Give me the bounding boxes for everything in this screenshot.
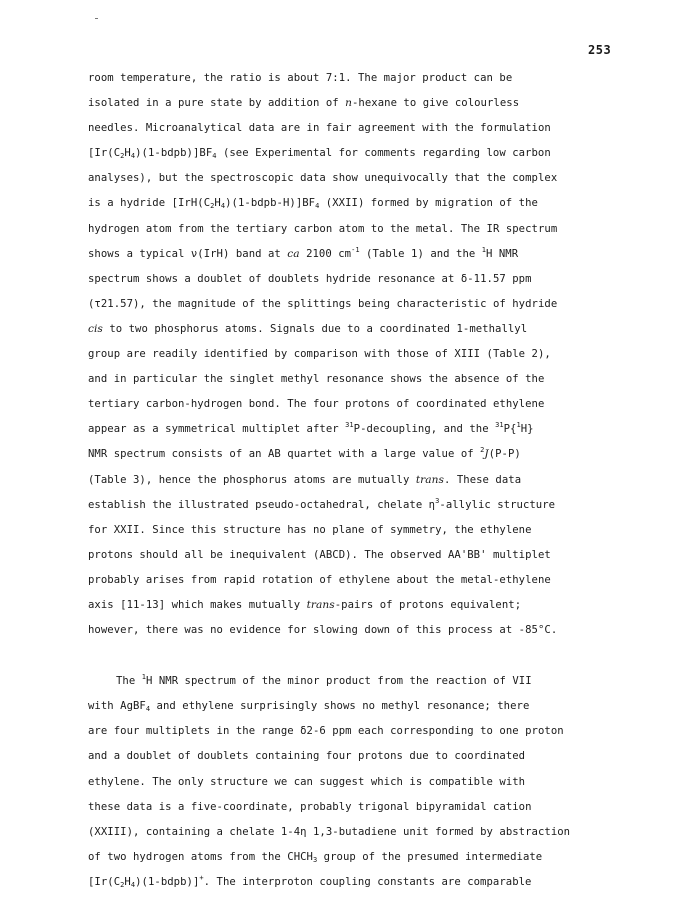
superscript: 31 <box>345 421 354 430</box>
text-run: (τ21.57), the magnitude of the splittings being characteristic of hydride <box>88 297 558 310</box>
text-run: NMR spectrum consists of an AB quartet with a large value of <box>88 448 481 461</box>
text-line <box>88 217 588 242</box>
text-line <box>88 317 588 342</box>
text-line <box>88 719 588 744</box>
text-run: for XXII. Since this structure has no plane of symmetry, the ethylene <box>88 523 532 536</box>
body-text <box>88 66 588 895</box>
text-line <box>88 392 588 417</box>
text-line <box>88 442 588 467</box>
text-line <box>88 694 588 719</box>
text-run: . These data <box>443 473 522 486</box>
superscript: -1 <box>351 245 360 254</box>
text-line <box>88 493 588 518</box>
text-line <box>88 870 588 895</box>
text-run: and in particular the singlet methyl resonance shows the absence of the <box>88 373 545 386</box>
superscript: 1 <box>481 245 487 254</box>
text-run: -hexane to give colourless <box>352 97 520 110</box>
page-number: 253 <box>588 43 612 57</box>
text-line <box>88 744 588 769</box>
subscript: 4 <box>212 152 217 161</box>
text-run: )(1-bdpb-H)]BF <box>225 197 316 210</box>
subscript: 2 <box>120 880 125 889</box>
text-run: The <box>116 675 142 688</box>
superscript: 31 <box>495 421 504 430</box>
text-run: these data is a five-coordinate, probably trigonal bipyramidal cation <box>88 800 532 813</box>
text-line <box>88 342 588 367</box>
text-run: to two phosphorus atoms. Signals due to a coordinated 1-methallyl <box>102 322 528 335</box>
text-line <box>88 568 588 593</box>
text-run: -pairs of protons equivalent; <box>334 598 522 611</box>
text-run: and ethylene surprisingly shows no methyl resonance; there <box>150 700 530 713</box>
text-run: hydrogen atom from the tertiary carbon atom to the metal. The IR spectrum <box>88 222 558 235</box>
text-run: H} <box>520 423 534 436</box>
italic-text: cis <box>88 322 103 335</box>
text-line <box>88 91 588 116</box>
text-run: are four multiplets in the range δ2-6 ppm each corresponding to one proton <box>88 725 564 738</box>
italic-text: trans <box>415 473 444 486</box>
text-run: of two hydrogen atoms from the CHCH <box>88 850 313 863</box>
scan-mark <box>95 18 98 19</box>
text-run: [Ir(C <box>88 875 121 888</box>
text-line <box>88 242 588 267</box>
text-run: analyses), but the spectroscopic data show unequivocally that the complex <box>88 172 558 185</box>
text-run: axis [11-13] which makes mutually <box>88 598 307 611</box>
text-run: )(1-bdpb)]BF <box>135 147 213 160</box>
text-line <box>88 543 588 568</box>
text-run: needles. Microanalytical data are in fair agreement with the formulation <box>88 122 551 135</box>
text-run: (Table 3), hence the phosphorus atoms are mutually <box>88 473 416 486</box>
text-run: protons should all be inequivalent (ABCD). The observed AA'BB' multiplet <box>88 548 551 561</box>
text-line <box>88 820 588 845</box>
text-run: establish the illustrated pseudo-octahedral, chelate η <box>88 498 436 511</box>
text-line <box>88 367 588 392</box>
text-run: H <box>124 147 131 160</box>
superscript: 3 <box>435 496 440 505</box>
text-run: P-decoupling, and the <box>353 423 496 436</box>
text-run: spectrum shows a doublet of doublets hydride resonance at δ-11.57 ppm <box>88 272 532 285</box>
superscript: 1 <box>141 673 146 682</box>
text-line <box>88 267 588 292</box>
subscript: 4 <box>220 202 226 211</box>
text-line <box>88 770 588 795</box>
subscript: 2 <box>120 152 125 161</box>
subscript: 4 <box>315 202 320 211</box>
text-line <box>88 191 588 216</box>
italic-text: ca <box>287 247 300 260</box>
text-line <box>88 417 588 442</box>
subscript: 2 <box>210 202 215 211</box>
text-line <box>88 66 588 91</box>
text-run: shows a typical ν(IrH) band at <box>88 247 288 260</box>
text-run: ethylene. The only structure we can suggest which is compatible with <box>88 775 526 788</box>
text-run: probably arises from rapid rotation of ethylene about the metal-ethylene <box>88 573 551 586</box>
text-line <box>88 618 588 643</box>
text-run: with AgBF <box>88 700 146 713</box>
superscript: 2 <box>480 446 485 455</box>
text-run: (XXII) formed by migration of the <box>319 197 538 210</box>
text-run: . The interproton coupling constants are comparable <box>203 875 532 888</box>
text-run: tertiary carbon-hydrogen bond. The four protons of coordinated ethylene <box>88 398 545 411</box>
text-run: 2100 cm <box>299 247 352 260</box>
text-line <box>88 795 588 820</box>
superscript: + <box>199 873 204 882</box>
text-run: and a doublet of doublets containing four protons due to coordinated <box>88 750 526 763</box>
text-run: (Table 1) and the <box>359 247 482 260</box>
text-run: (P-P) <box>488 448 521 461</box>
text-line <box>88 593 588 618</box>
superscript: 1 <box>516 421 521 430</box>
text-run: H <box>214 197 221 210</box>
paragraph-break <box>88 643 588 669</box>
subscript: 4 <box>130 880 136 889</box>
text-run: is a hydride [IrH(C <box>88 197 211 210</box>
italic-text: J <box>484 448 489 461</box>
text-line <box>88 518 588 543</box>
text-run: group of the presumed intermediate <box>317 850 543 863</box>
text-line <box>88 292 588 317</box>
text-line <box>88 468 588 493</box>
subscript: 4 <box>145 705 151 714</box>
text-run: P{ <box>503 423 517 436</box>
text-line <box>88 141 588 166</box>
text-run: group are readily identified by comparison with those of XIII (Table 2), <box>88 348 551 361</box>
text-run: [Ir(C <box>88 147 121 160</box>
text-run: H NMR spectrum of the minor product from the reaction of VII <box>145 675 532 688</box>
italic-text: n <box>345 97 352 110</box>
text-line <box>88 166 588 191</box>
text-run: (see Experimental for comments regarding low carbon <box>216 147 551 160</box>
text-run: (XXIII), containing a chelate 1-4η 1,3-butadiene unit formed by abstraction <box>88 825 571 838</box>
text-line <box>88 116 588 141</box>
text-run: H NMR <box>486 247 519 260</box>
subscript: 4 <box>130 152 136 161</box>
text-run: however, there was no evidence for slowing down of this process at -85°C. <box>88 624 558 637</box>
text-run: -allylic structure <box>439 498 556 511</box>
italic-text: trans <box>306 598 335 611</box>
text-run: isolated in a pure state by addition of <box>88 97 346 110</box>
text-run: H <box>124 875 131 888</box>
text-run: appear as a symmetrical multiplet after <box>88 423 346 436</box>
text-line <box>88 669 588 694</box>
text-run: )(1-bdpb)] <box>135 875 200 888</box>
text-line <box>88 845 588 870</box>
subscript: 3 <box>312 855 318 864</box>
text-run: room temperature, the ratio is about 7:1. The major product can be <box>88 72 513 84</box>
